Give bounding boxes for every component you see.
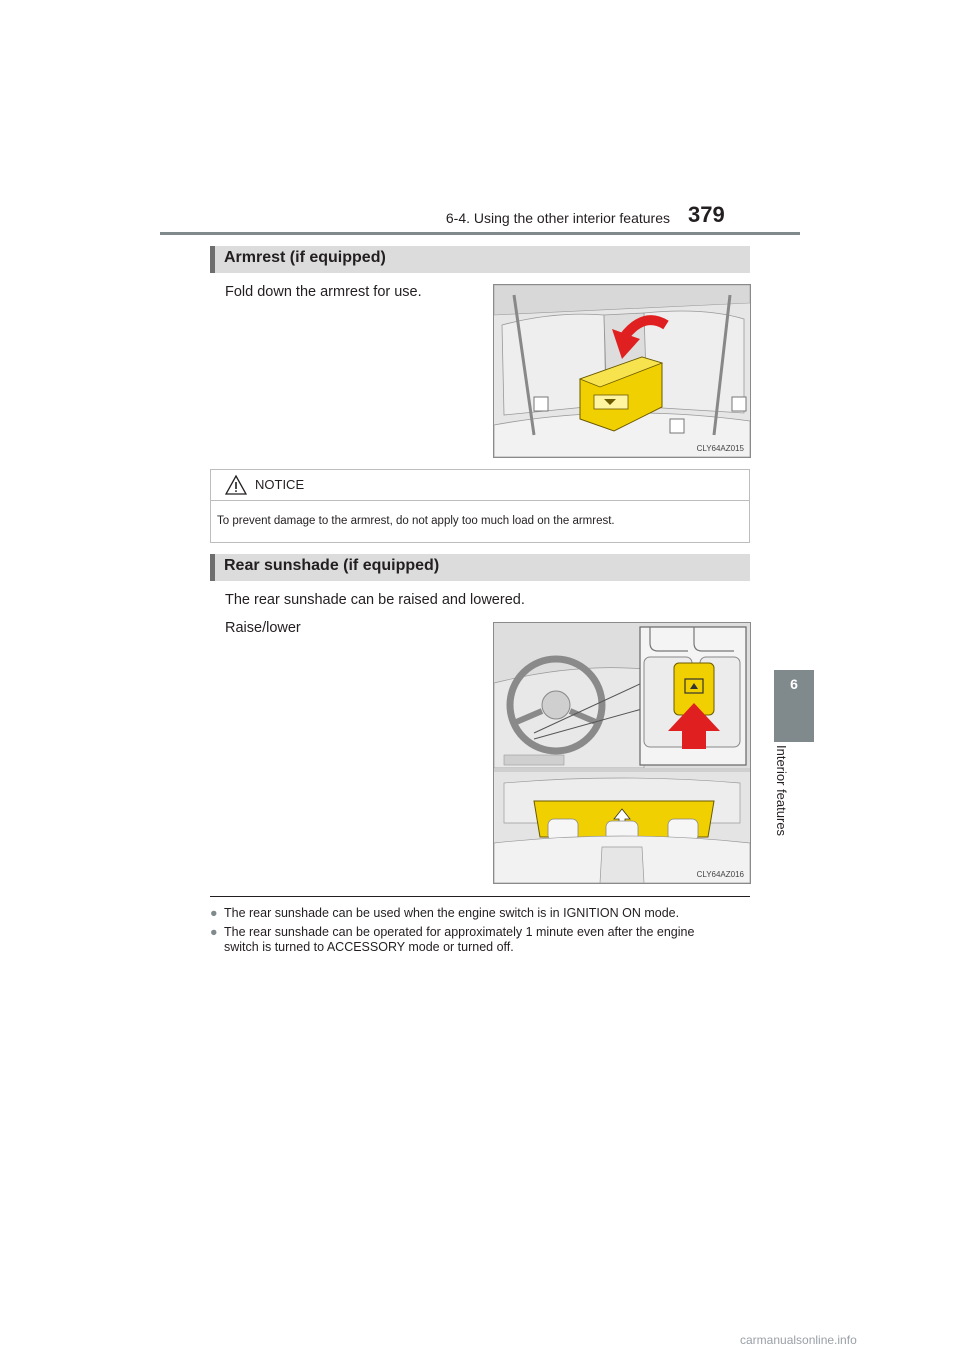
sunshade-heading: Rear sunshade (if equipped): [224, 557, 440, 574]
note-item: [210, 925, 750, 955]
circle-bullet-icon: ●: [210, 925, 218, 939]
note-text: The rear sunshade can be operated for approximately 1 minute even after the engine: [224, 925, 695, 939]
sunshade-figure-code: CLY64AZ016: [696, 870, 744, 879]
armrest-heading: Armrest (if equipped): [224, 249, 386, 266]
sunshade-figure: [493, 622, 751, 884]
armrest-illustration: [494, 285, 750, 457]
note-text-continued: switch is turned to ACCESSORY mode or turned off.: [224, 940, 514, 954]
circle-bullet-icon: ●: [210, 906, 218, 920]
note-text: The rear sunshade can be used when the engine switch is in IGNITION ON mode.: [224, 906, 680, 920]
armrest-body: Fold down the armrest for use.: [225, 284, 422, 300]
armrest-figure: [493, 284, 751, 458]
sunshade-heading-bar: [210, 554, 750, 581]
page-number: 379: [688, 202, 725, 227]
heading-accent: [210, 554, 215, 581]
notice-label: NOTICE: [255, 477, 305, 492]
notice-box: [210, 469, 750, 543]
notice-text: To prevent damage to the armrest, do not apply too much load on the armrest.: [217, 515, 615, 527]
sunshade-intro: The rear sunshade can be raised and lowered.: [225, 592, 525, 608]
section-title: 6-4. Using the other interior features: [445, 210, 670, 226]
watermark: carmanualsonline.info: [740, 1333, 857, 1347]
chapter-number: 6: [790, 676, 798, 692]
armrest-heading-bar: [210, 246, 750, 273]
chapter-label: [772, 745, 792, 855]
notice-header: [211, 470, 749, 501]
header-rule: [160, 232, 800, 235]
chapter-label-text: Interior features: [774, 745, 789, 837]
sunshade-illustration: [494, 623, 750, 883]
sunshade-control-label: Raise/lower: [225, 620, 301, 636]
note-item: [210, 906, 750, 921]
armrest-figure-code: CLY64AZ015: [696, 444, 744, 453]
warning-triangle-icon: [225, 475, 247, 495]
heading-accent: [210, 246, 215, 273]
notes-rule: [210, 896, 750, 897]
